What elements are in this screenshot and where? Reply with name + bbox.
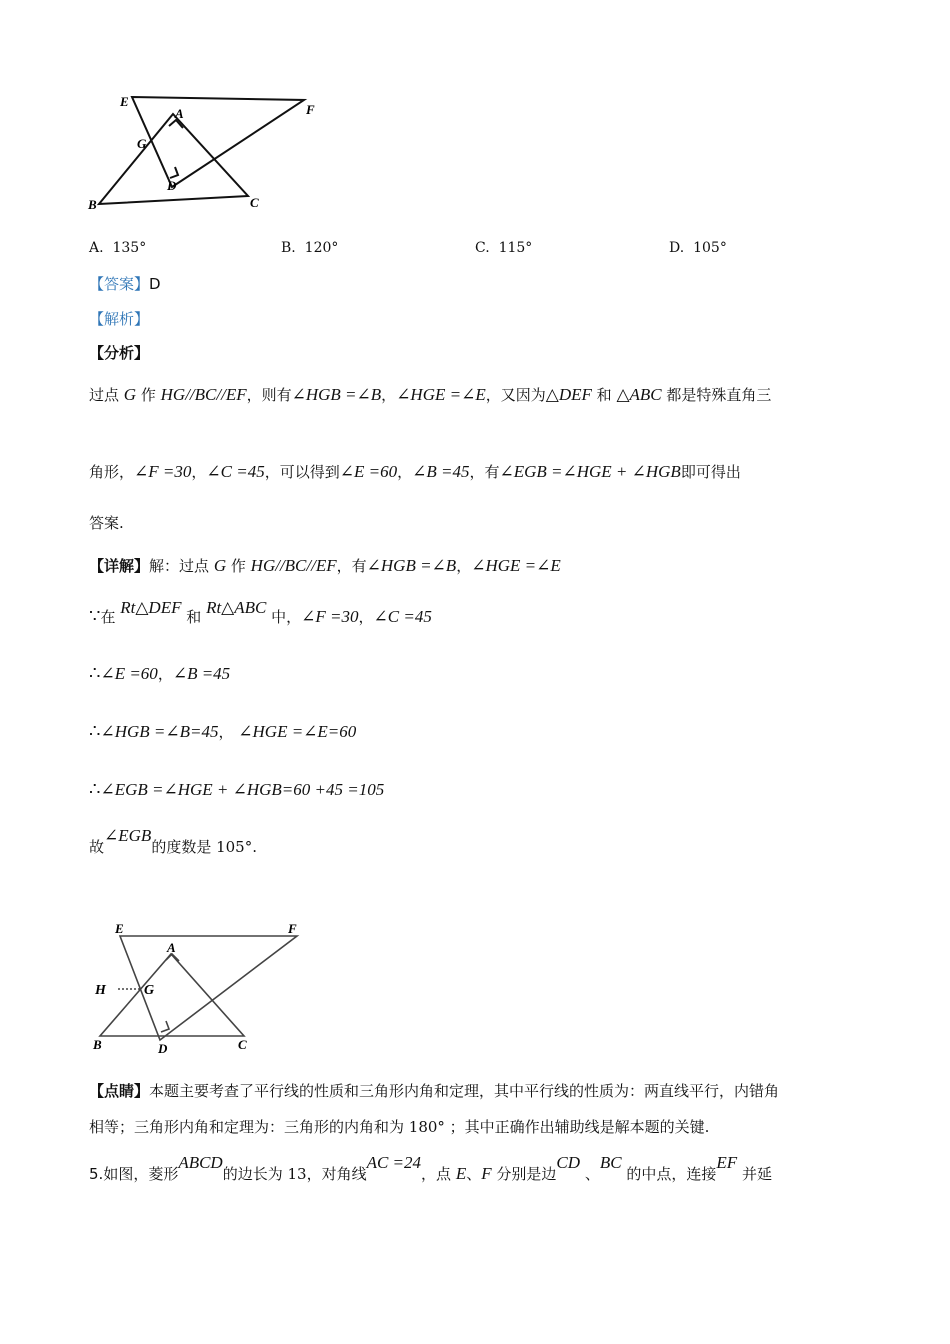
detail-line-6: 故∠EGB的度数是 105°. bbox=[89, 826, 257, 856]
analysis-line-1: 过点 G 作 HG//BC//EF，则有∠HGB =∠B，∠HGE =∠E，又因为△DEF 和 △ABC 都是特殊直角三 bbox=[89, 385, 772, 404]
option-a: A. 135° bbox=[89, 240, 147, 256]
option-c: C. 115° bbox=[475, 240, 533, 256]
detail-line-5: ∴∠EGB =∠HGE + ∠HGB=60 +45 =105 bbox=[89, 779, 385, 800]
label-e: E bbox=[120, 94, 129, 109]
detail-line-1: 【详解】解：过点 G 作 HG//BC//EF，有∠HGB =∠B，∠HGE =∠E bbox=[89, 556, 561, 575]
right-angle-d bbox=[161, 1021, 169, 1032]
answer-value: D bbox=[149, 275, 161, 293]
answer-tag: 【答案】 bbox=[89, 275, 150, 293]
dianjing-line-1: 【点睛】本题主要考查了平行线的性质和三角形内角和定理，其中平行线的性质为：两直线平行，内错角 bbox=[89, 1082, 780, 1100]
figure-1 bbox=[80, 86, 330, 216]
analysis-line-3: 答案. bbox=[89, 514, 124, 532]
dianjing-line-2: 相等；三角形内角和定理为：三角形的内角和为 180° ；其中正确作出辅助线是解本题的关键. bbox=[89, 1118, 710, 1136]
label-e: E bbox=[115, 921, 124, 936]
label-h: H bbox=[95, 983, 106, 998]
answer-line bbox=[89, 273, 161, 294]
triangle-def bbox=[132, 97, 304, 187]
analysis-line-2: 角形，∠F =30，∠C =45，可以得到∠E =60，∠B =45，有∠EGB =∠HGE + ∠HGB即可得出 bbox=[89, 462, 741, 481]
label-g: G bbox=[144, 983, 155, 998]
label-g: G bbox=[137, 136, 147, 151]
label-d: D bbox=[158, 1041, 168, 1056]
question-5: 5.如图，菱形ABCD的边长为 13，对角线AC =24，点 E、F 分别是边CD 、BC 的中点，连接EF 并延 bbox=[89, 1153, 772, 1183]
label-b: B bbox=[88, 197, 97, 212]
label-c: C bbox=[250, 195, 259, 210]
figure-2 bbox=[88, 916, 318, 1056]
triangle-abc bbox=[100, 954, 244, 1036]
label-b: B bbox=[93, 1037, 102, 1052]
fenxi-tag: 【分析】 bbox=[89, 344, 150, 362]
detail-line-4: ∴∠HGB =∠B=45， ∠HGE =∠E=60 bbox=[89, 721, 357, 742]
right-angle-d bbox=[170, 167, 178, 178]
label-d: D bbox=[167, 178, 177, 193]
label-a: A bbox=[175, 106, 184, 121]
option-d: D. 105° bbox=[669, 240, 727, 256]
label-c: C bbox=[238, 1037, 247, 1052]
label-f: F bbox=[288, 921, 297, 936]
right-angle-a bbox=[166, 954, 179, 961]
label-f: F bbox=[306, 102, 315, 117]
label-a: A bbox=[167, 940, 176, 955]
jiexi-tag: 【解析】 bbox=[89, 310, 150, 328]
option-b: B. 120° bbox=[281, 240, 339, 256]
detail-line-2: ∵在 Rt△DEF 和 Rt△ABC 中，∠F =30，∠C =45 bbox=[89, 598, 432, 627]
detail-line-3: ∴∠E =60，∠B =45 bbox=[89, 663, 231, 684]
